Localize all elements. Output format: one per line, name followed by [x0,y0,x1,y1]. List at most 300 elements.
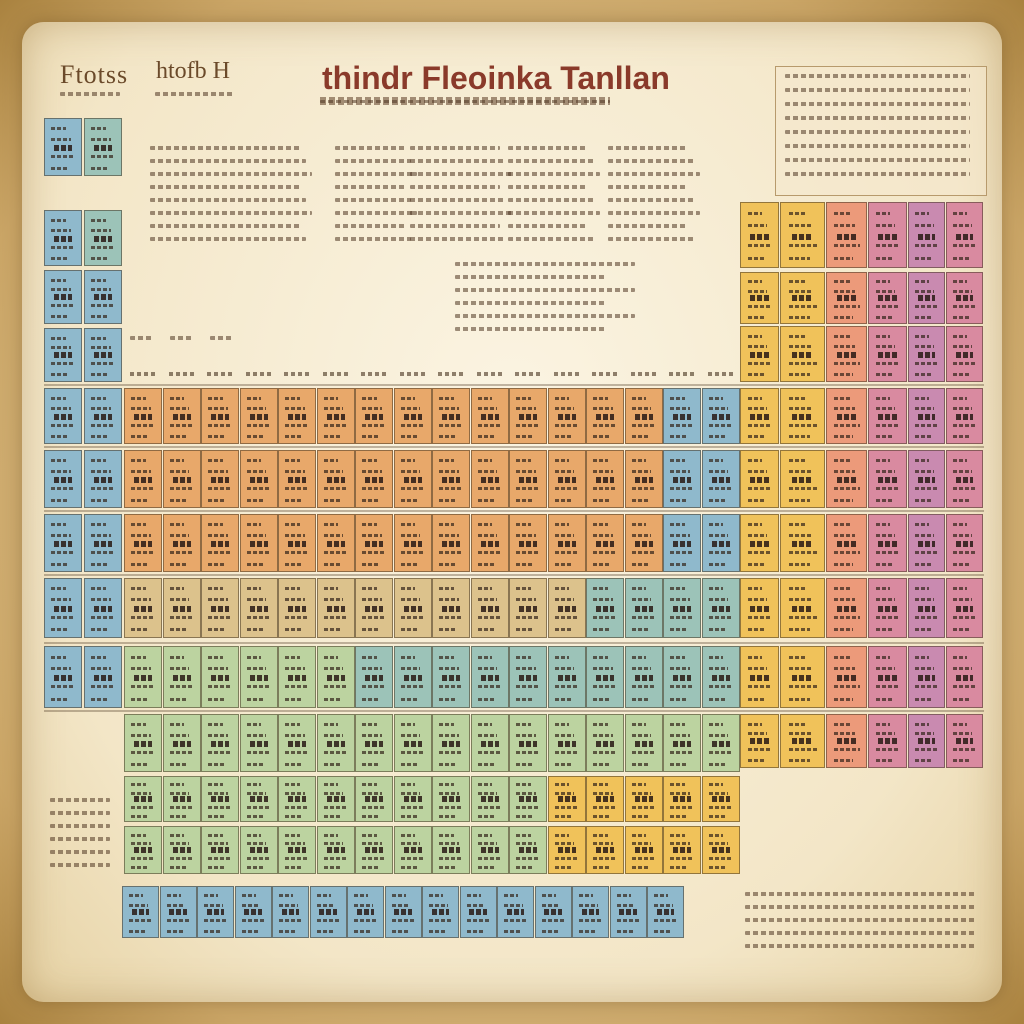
cell-text-mark [131,723,145,726]
element-cell [625,578,663,638]
cell-text-mark [131,424,155,427]
cell-text-mark [709,723,723,726]
cell-text-mark [834,534,855,537]
cell-text-mark [170,628,188,631]
illegible-text-line [608,237,694,241]
cell-text-mark [242,894,256,897]
cell-symbol-mark [54,477,72,483]
cell-text-mark [478,834,492,837]
cell-text-mark [208,857,232,860]
cell-text-mark [555,685,579,688]
cell-text-mark [401,470,420,473]
cell-text-mark [467,919,490,922]
element-cell [84,210,122,266]
cell-symbol-mark [918,606,936,612]
cell-symbol-mark [327,414,345,420]
element-cell [240,578,278,638]
cell-text-mark [748,290,768,293]
cell-text-mark [593,834,607,837]
cell-text-mark [131,667,150,670]
cell-text-mark [324,499,342,502]
cell-symbol-mark [519,675,537,681]
cell-text-mark [632,723,646,726]
cell-text-mark [401,656,415,659]
cell-symbol-mark [250,847,268,853]
element-cell [394,388,432,444]
element-cell [702,646,740,708]
element-cell [240,826,278,874]
illegible-text-line [455,288,635,292]
cell-symbol-mark [250,606,268,612]
cell-text-mark [876,397,891,400]
cell-text-mark [516,551,540,554]
cell-text-mark [131,656,145,659]
element-cell [355,826,393,874]
cell-text-mark [478,685,502,688]
cell-text-mark [51,257,69,260]
cell-text-mark [324,866,342,869]
cell-symbol-mark [956,295,974,301]
element-cell [946,326,983,382]
cell-symbol-mark [837,606,857,612]
cell-text-mark [51,127,65,130]
cell-symbol-mark [712,796,730,802]
cell-symbol-mark [519,541,537,547]
cell-symbol-mark [481,606,499,612]
cell-text-mark [392,919,415,922]
cell-text-mark [876,598,896,601]
cell-symbol-mark [173,847,191,853]
cell-text-mark [51,315,69,318]
cell-text-mark [516,723,530,726]
cell-text-mark [467,904,486,907]
cell-text-mark [362,751,386,754]
cell-symbol-mark [211,741,229,747]
cell-text-mark [834,335,850,338]
cell-symbol-mark [211,477,229,483]
cell-text-mark [789,628,810,631]
cell-text-mark [915,499,932,502]
cell-text-mark [91,459,105,462]
cell-symbol-mark [54,145,72,151]
cell-text-mark [748,316,766,319]
cell-symbol-mark [173,796,191,802]
cell-text-mark [478,551,502,554]
illegible-text-line [508,198,594,202]
illegible-text-line [50,811,110,815]
cell-text-mark [789,551,817,554]
cell-text-mark [170,734,189,737]
cell-text-mark [555,598,574,601]
element-cell [163,388,201,444]
cell-text-mark [748,435,766,438]
element-cell [740,578,779,638]
element-cell [355,714,393,772]
cell-text-mark [285,815,303,818]
cell-text-mark [709,751,733,754]
cell-text-mark [748,759,766,762]
cell-text-mark [51,499,69,502]
cell-symbol-mark [250,414,268,420]
cell-text-mark [51,551,75,554]
element-cell [197,886,234,938]
element-cell [432,826,470,874]
cell-text-mark [748,723,763,726]
element-cell [535,886,572,938]
cell-text-mark [91,219,105,222]
cell-text-mark [51,304,75,307]
cell-text-mark [617,904,636,907]
cell-text-mark [915,373,932,376]
cell-symbol-mark [250,541,268,547]
illegible-text-line [785,144,970,148]
cell-text-mark [439,470,458,473]
cell-text-mark [709,551,733,554]
cell-text-mark [748,373,766,376]
cell-text-mark [670,685,694,688]
element-cell [471,388,509,444]
cell-text-mark [208,563,226,566]
cell-text-mark [392,930,409,933]
cell-symbol-mark [211,847,229,853]
cell-text-mark [789,335,806,338]
cell-text-mark [748,685,772,688]
element-cell [240,450,278,508]
cell-text-mark [876,667,896,670]
cell-text-mark [478,523,492,526]
cell-text-mark [789,257,810,260]
cell-text-mark [247,587,261,590]
cell-text-mark [915,759,932,762]
cell-text-mark [789,212,806,215]
element-cell [394,646,432,708]
cell-text-mark [131,783,145,786]
illegible-text-line [745,918,975,922]
cell-text-mark [51,587,65,590]
cell-text-mark [555,815,573,818]
cell-symbol-mark [558,675,576,681]
cell-text-mark [170,397,184,400]
illegible-text-line [508,146,588,150]
cell-text-mark [789,305,817,308]
cell-text-mark [362,806,386,809]
cell-text-mark [51,470,70,473]
cell-text-mark [915,335,929,338]
cell-text-mark [834,551,860,554]
cell-text-mark [834,224,855,227]
cell-text-mark [516,763,534,766]
cell-text-mark [516,616,540,619]
cell-text-mark [670,734,689,737]
cell-symbol-mark [211,796,229,802]
cell-symbol-mark [54,541,72,547]
element-cell [740,646,779,708]
cell-text-mark [478,470,497,473]
element-cell [509,450,547,508]
cell-text-mark [915,435,932,438]
element-cell [163,450,201,508]
cell-text-mark [555,563,573,566]
cell-text-mark [131,551,155,554]
cell-text-mark [324,723,338,726]
element-cell [548,450,586,508]
cell-symbol-mark [837,352,857,358]
cell-text-mark [208,763,226,766]
cell-text-mark [632,685,656,688]
element-cell [163,514,201,572]
cell-text-mark [317,904,336,907]
cell-text-mark [242,930,259,933]
illegible-text-line [410,224,500,228]
element-cell [826,202,867,268]
cell-text-mark [131,685,155,688]
cell-text-mark [915,656,929,659]
cell-text-mark [709,499,727,502]
cell-symbol-mark [918,295,936,301]
cell-text-mark [285,628,303,631]
cell-symbol-mark [792,738,814,744]
cell-text-mark [279,894,293,897]
cell-text-mark [247,598,266,601]
cell-text-mark [285,656,299,659]
element-cell [548,578,586,638]
cell-text-mark [953,224,972,227]
element-cell [84,328,122,382]
cell-text-mark [709,598,728,601]
cell-text-mark [632,407,651,410]
cell-text-mark [324,628,342,631]
cell-text-mark [91,229,110,232]
cell-text-mark [670,667,689,670]
cell-text-mark [285,407,304,410]
cell-text-mark [247,723,261,726]
cell-text-mark [208,783,222,786]
cell-text-mark [51,685,75,688]
cell-text-mark [834,280,850,283]
element-cell [908,272,945,324]
cell-text-mark [709,734,728,737]
cell-symbol-mark [792,295,814,301]
cell-text-mark [362,667,381,670]
cell-text-mark [516,459,530,462]
row-divider [44,384,984,386]
illegible-text-line [745,892,975,896]
cell-text-mark [593,751,617,754]
element-cell [946,714,983,768]
cell-text-mark [285,598,304,601]
element-cell [946,202,983,268]
cell-text-mark [91,598,110,601]
element-cell [908,202,945,268]
cell-text-mark [439,815,457,818]
illegible-text-line [745,944,975,948]
cell-text-mark [789,732,812,735]
element-cell [625,388,663,444]
cell-text-mark [953,244,976,247]
element-cell [278,450,316,508]
cell-text-mark [876,244,900,247]
cell-text-mark [51,656,65,659]
cell-text-mark [876,224,896,227]
cell-text-mark [362,424,386,427]
element-cell [44,388,82,444]
illegible-text-line [608,185,688,189]
cell-text-mark [401,667,420,670]
cell-symbol-mark [404,847,422,853]
cell-text-mark [401,523,415,526]
cell-text-mark [748,523,763,526]
cell-symbol-mark [918,675,936,681]
cell-symbol-mark [404,414,422,420]
element-cell [868,388,907,444]
cell-text-mark [247,459,261,462]
cell-text-mark [709,783,723,786]
cell-symbol-mark [544,909,562,915]
element-cell [826,714,867,768]
cell-symbol-mark [792,477,814,483]
cell-text-mark [131,806,155,809]
cell-text-mark [439,751,463,754]
illegible-text-line [410,185,500,189]
cell-text-mark [953,305,976,308]
cell-text-mark [579,930,596,933]
cell-text-mark [876,335,891,338]
cell-text-mark [593,792,612,795]
cell-text-mark [170,806,194,809]
element-cell [394,714,432,772]
cell-text-mark [354,930,371,933]
cell-text-mark [401,563,419,566]
cell-symbol-mark [134,414,152,420]
element-cell [317,646,355,708]
element-cell [124,514,162,572]
column-header-mark [246,372,272,376]
cell-text-mark [670,792,689,795]
cell-text-mark [789,587,806,590]
element-cell [625,714,663,772]
cell-symbol-mark [712,606,730,612]
cell-text-mark [439,435,457,438]
cell-text-mark [247,656,261,659]
cell-text-mark [953,470,972,473]
cell-symbol-mark [327,847,345,853]
cell-text-mark [709,792,728,795]
element-cell [278,388,316,444]
cell-symbol-mark [837,295,857,301]
cell-text-mark [915,244,938,247]
cell-text-mark [285,667,304,670]
cell-text-mark [51,373,69,376]
cell-text-mark [593,667,612,670]
cell-text-mark [593,587,607,590]
cell-symbol-mark [596,414,614,420]
cell-text-mark [748,397,763,400]
illegible-text-line [745,905,975,909]
cell-symbol-mark [94,606,112,612]
cell-text-mark [670,563,688,566]
cell-text-mark [516,470,535,473]
element-cell [586,388,624,444]
element-cell [780,714,825,768]
cell-text-mark [632,563,650,566]
cell-text-mark [632,842,651,845]
cell-text-mark [748,698,766,701]
cell-text-mark [247,667,266,670]
cell-text-mark [247,698,265,701]
element-cell [663,776,701,822]
element-cell [124,450,162,508]
cell-text-mark [91,487,115,490]
cell-text-mark [208,628,226,631]
element-cell [163,826,201,874]
element-cell [432,514,470,572]
cell-text-mark [324,806,348,809]
cell-text-mark [91,246,115,249]
cell-text-mark [632,667,651,670]
cell-text-mark [555,499,573,502]
cell-symbol-mark [442,541,460,547]
cell-text-mark [593,407,612,410]
cell-text-mark [167,904,186,907]
element-cell [278,714,316,772]
cell-text-mark [242,919,265,922]
cell-text-mark [709,487,733,490]
cell-text-mark [876,470,896,473]
cell-text-mark [953,212,967,215]
illegible-text-line [410,172,512,176]
cell-text-mark [478,435,496,438]
cell-text-mark [91,656,105,659]
element-cell [586,826,624,874]
cell-text-mark [953,373,970,376]
element-cell [663,388,701,444]
element-cell [740,326,779,382]
cell-symbol-mark [481,847,499,853]
element-cell [201,578,239,638]
cell-text-mark [593,435,611,438]
element-cell [471,826,509,874]
cell-text-mark [285,834,299,837]
illegible-text-line [785,172,970,176]
cell-text-mark [247,397,261,400]
cell-text-mark [516,598,535,601]
element-cell [317,514,355,572]
cell-text-mark [401,685,425,688]
cell-text-mark [834,212,850,215]
element-cell [471,514,509,572]
cell-symbol-mark [673,847,691,853]
cell-text-mark [632,792,651,795]
cell-text-mark [555,424,579,427]
cell-symbol-mark [94,352,112,358]
cell-text-mark [439,698,457,701]
cell-text-mark [478,563,496,566]
cell-text-mark [51,407,70,410]
cell-text-mark [91,534,110,537]
cell-text-mark [91,257,109,260]
cell-text-mark [285,866,303,869]
cell-text-mark [670,487,694,490]
cell-text-mark [789,487,817,490]
cell-text-mark [285,783,299,786]
cell-text-mark [632,587,646,590]
element-cell [868,202,907,268]
cell-text-mark [131,751,155,754]
cell-text-mark [51,219,65,222]
cell-text-mark [208,435,226,438]
cell-text-mark [242,904,261,907]
element-cell [868,326,907,382]
